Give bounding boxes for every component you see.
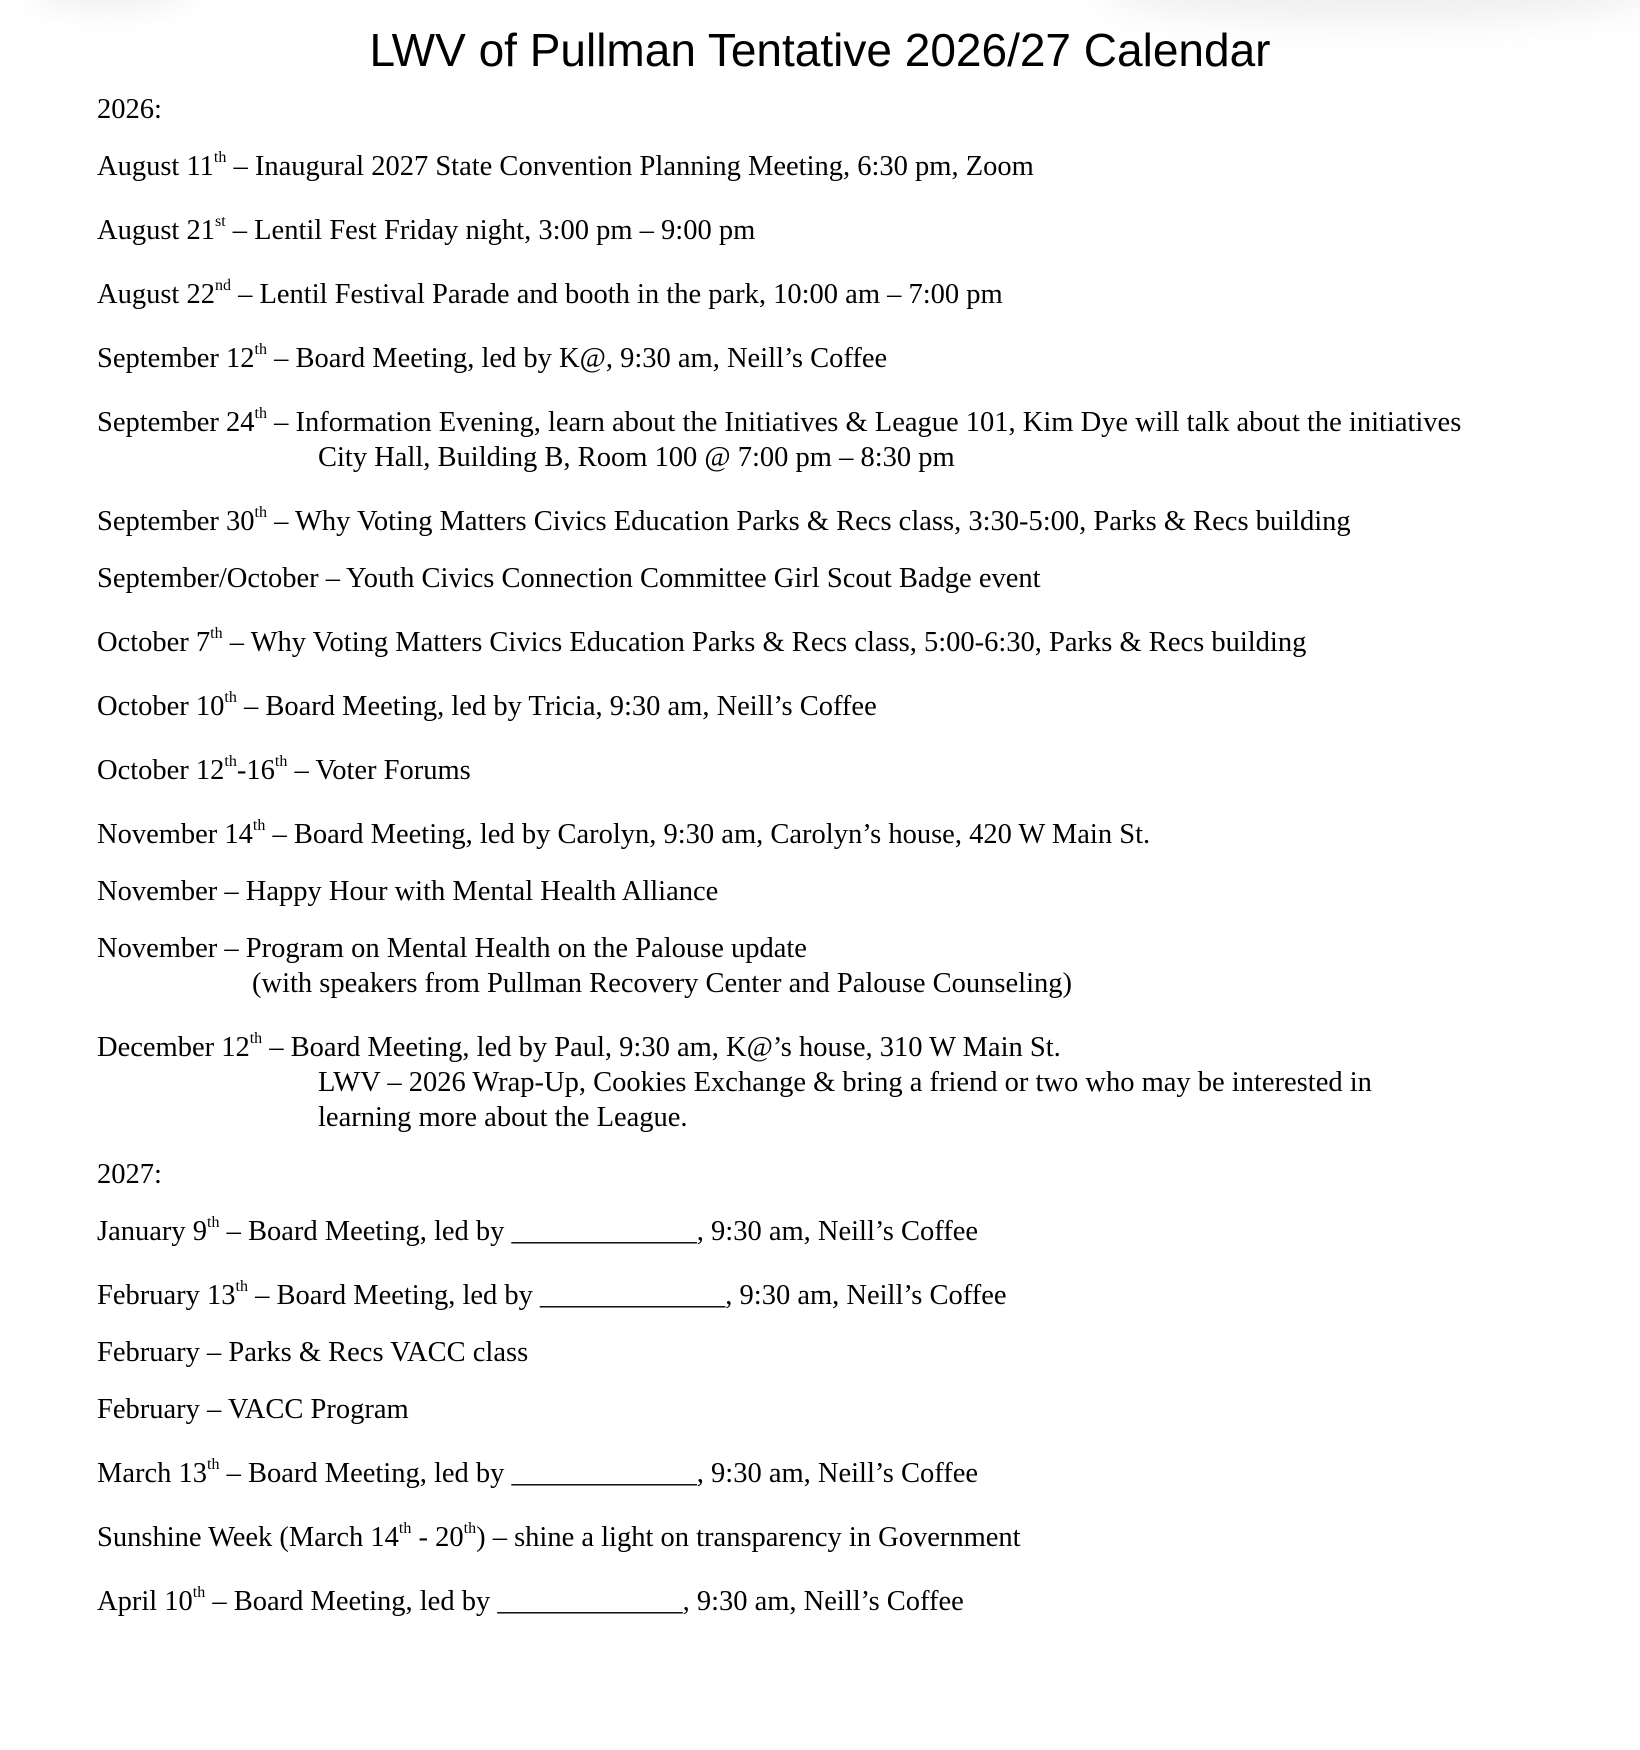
calendar-entry: September 30th – Why Voting Matters Civics Education Parks & Recs class, 3:30-5:00, Parks & Recs building (97, 504, 1351, 537)
ordinal-suffix: th (224, 689, 237, 706)
entry-line: December 12th – Board Meeting, led by Paul, 9:30 am, K@’s house, 310 W Main St. (97, 1030, 1061, 1063)
calendar-entry: August 21st – Lentil Fest Friday night, 3:00 pm – 9:00 pm (97, 213, 756, 246)
ordinal-suffix: th (252, 817, 266, 834)
calendar-entry (97, 931, 1617, 1001)
ordinal-suffix: th (213, 149, 227, 166)
ordinal-suffix: th (224, 753, 237, 770)
calendar-entry (97, 405, 1617, 475)
ordinal-suffix: th (192, 1584, 206, 1601)
calendar-entry: October 12th-16th – Voter Forums (97, 753, 471, 786)
ordinal-suffix: th (463, 1520, 477, 1537)
calendar-document (97, 92, 1617, 1648)
calendar-entry: August 22nd – Lentil Festival Parade and booth in the park, 10:00 am – 7:00 pm (97, 277, 1003, 310)
entry-continuation: (with speakers from Pullman Recovery Center and Palouse Counseling) (252, 968, 1072, 999)
calendar-entry: October 10th – Board Meeting, led by Tricia, 9:30 am, Neill’s Coffee (97, 689, 877, 722)
entry-line: November – Program on Mental Health on the Palouse update (97, 933, 807, 964)
calendar-entry: September 12th – Board Meeting, led by K@, 9:30 am, Neill’s Coffee (97, 341, 888, 374)
ordinal-suffix: th (207, 1456, 220, 1473)
ordinal-suffix: th (254, 341, 267, 358)
page-shadow-left (30, 0, 190, 10)
calendar-entry: March 13th – Board Meeting, led by _____________, 9:30 am, Neill’s Coffee (97, 1456, 979, 1489)
ordinal-suffix: th (398, 1520, 412, 1537)
calendar-entry: Sunshine Week (March 14th - 20th) – shine a light on transparency in Government (97, 1520, 1021, 1553)
entry-continuation: City Hall, Building B, Room 100 @ 7:00 pm – 8:30 pm (318, 442, 955, 473)
calendar-entry: January 9th – Board Meeting, led by _____________, 9:30 am, Neill’s Coffee (97, 1214, 979, 1247)
calendar-entry: September/October – Youth Civics Connection Committee Girl Scout Badge event (97, 563, 1041, 594)
ordinal-suffix: st (214, 213, 226, 230)
calendar-entry: August 11th – Inaugural 2027 State Convention Planning Meeting, 6:30 pm, Zoom (97, 149, 1034, 182)
page-title: LWV of Pullman Tentative 2026/27 Calendar (369, 24, 1271, 76)
ordinal-suffix: nd (214, 277, 231, 294)
ordinal-suffix: th (207, 1214, 220, 1231)
ordinal-suffix: th (274, 753, 288, 770)
page-shadow (1100, 0, 1640, 20)
year-heading-2026: 2026: (97, 94, 162, 125)
calendar-entry: April 10th – Board Meeting, led by _____________, 9:30 am, Neill’s Coffee (97, 1584, 964, 1617)
entry-continuation: learning more about the League. (318, 1102, 688, 1133)
calendar-entry: November – Happy Hour with Mental Health Alliance (97, 876, 719, 907)
entry-continuation: LWV – 2026 Wrap-Up, Cookies Exchange & bring a friend or two who may be interested in (318, 1067, 1372, 1098)
calendar-entry (97, 1030, 1617, 1135)
calendar-entry: February 13th – Board Meeting, led by _____________, 9:30 am, Neill’s Coffee (97, 1278, 1007, 1311)
ordinal-suffix: th (254, 405, 267, 422)
calendar-entry: February – Parks & Recs VACC class (97, 1337, 529, 1368)
calendar-entry: October 7th – Why Voting Matters Civics Education Parks & Recs class, 5:00-6:30, Parks & Recs building (97, 625, 1307, 658)
ordinal-suffix: th (235, 1278, 248, 1295)
ordinal-suffix: th (210, 625, 223, 642)
year-heading-2027: 2027: (97, 1159, 162, 1190)
calendar-entry: February – VACC Program (97, 1394, 409, 1425)
ordinal-suffix: th (254, 504, 267, 521)
entry-line: September 24th – Information Evening, learn about the Initiatives & League 101, Kim Dye will talk about the initiatives (97, 405, 1462, 438)
ordinal-suffix: th (249, 1030, 263, 1047)
calendar-entry: November 14th – Board Meeting, led by Carolyn, 9:30 am, Carolyn’s house, 420 W Main St. (97, 817, 1151, 850)
